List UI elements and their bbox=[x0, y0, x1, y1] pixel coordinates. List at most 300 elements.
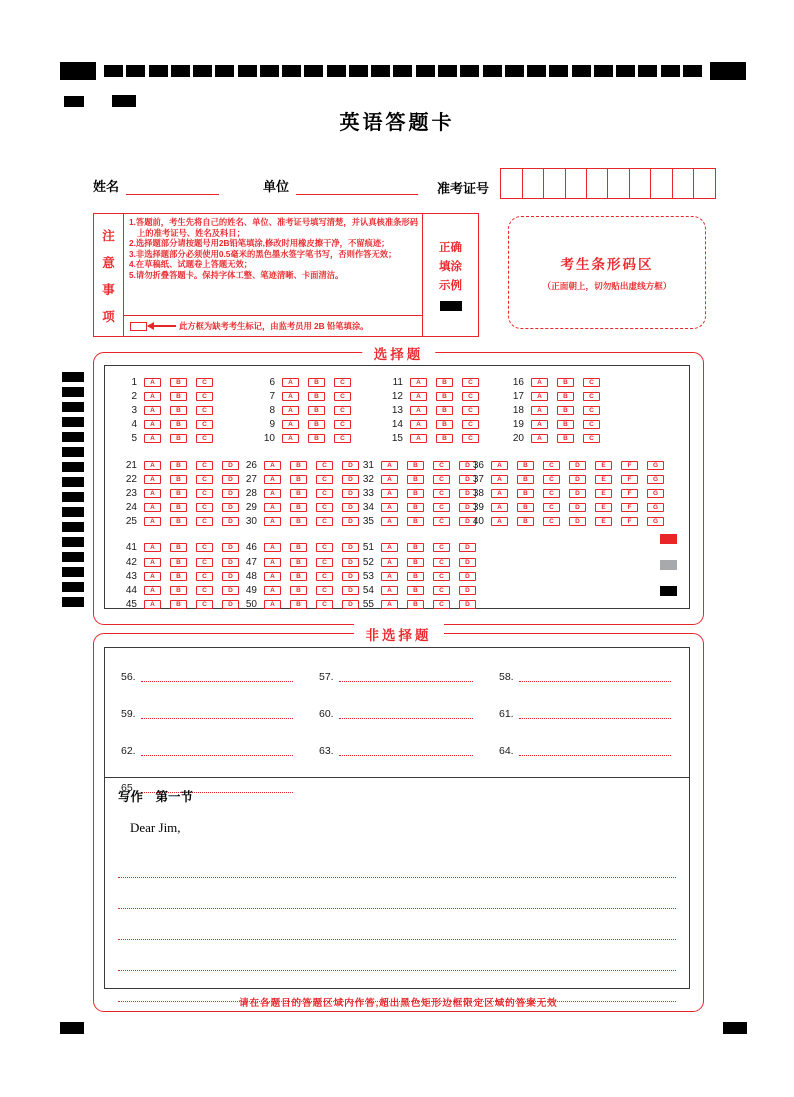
fill-in-answer-line[interactable] bbox=[141, 745, 293, 756]
option-bubble-A[interactable]: A bbox=[410, 392, 427, 401]
option-bubble-B[interactable]: B bbox=[517, 461, 534, 470]
option-bubble-C[interactable]: C bbox=[316, 586, 333, 595]
option-bubble-B[interactable]: B bbox=[436, 378, 453, 387]
question-cell bbox=[356, 516, 470, 528]
option-bubble-C[interactable]: C bbox=[583, 406, 600, 415]
option-bubble-B[interactable]: B bbox=[290, 558, 307, 567]
option-bubble-C[interactable]: C bbox=[543, 475, 560, 484]
option-bubble-C[interactable]: C bbox=[196, 420, 213, 429]
option-bubble-C[interactable]: C bbox=[316, 600, 333, 609]
option-bubble-C[interactable]: C bbox=[196, 517, 213, 526]
option-bubble-A[interactable]: A bbox=[491, 489, 508, 498]
question-cell bbox=[257, 405, 385, 416]
question-cell bbox=[119, 557, 239, 568]
fill-in-answer-line[interactable] bbox=[339, 708, 473, 719]
option-bubble-A[interactable]: A bbox=[264, 543, 281, 552]
option-bubble-B[interactable]: B bbox=[170, 475, 187, 484]
option-bubble-A[interactable]: A bbox=[381, 572, 398, 581]
option-bubble-A[interactable]: A bbox=[264, 475, 281, 484]
option-bubble-D[interactable]: D bbox=[342, 600, 359, 609]
option-bubble-G[interactable]: G bbox=[647, 475, 664, 484]
option-bubble-D[interactable]: D bbox=[222, 572, 239, 581]
option-bubble-B[interactable]: B bbox=[557, 378, 574, 387]
question-number: 28 bbox=[245, 487, 257, 499]
option-bubble-D[interactable]: D bbox=[342, 572, 359, 581]
option-bubble-D[interactable]: D bbox=[222, 461, 239, 470]
option-bubble-D[interactable]: D bbox=[342, 586, 359, 595]
option-bubble-C[interactable]: C bbox=[583, 378, 600, 387]
question-cell bbox=[466, 516, 673, 527]
option-bubble-C[interactable]: C bbox=[433, 517, 450, 526]
question-number: 48 bbox=[245, 570, 257, 582]
option-bubble-B[interactable]: B bbox=[407, 517, 424, 526]
question-number: 13 bbox=[391, 404, 403, 416]
question-number: 4 bbox=[131, 419, 137, 431]
option-bubble-G[interactable]: G bbox=[647, 503, 664, 512]
option-bubble-E[interactable]: E bbox=[595, 475, 612, 484]
option-bubble-A[interactable]: A bbox=[264, 572, 281, 581]
option-bubble-A[interactable]: A bbox=[491, 475, 508, 484]
option-bubble-B[interactable]: B bbox=[170, 420, 187, 429]
option-bubble-A[interactable]: A bbox=[381, 586, 398, 595]
option-bubble-A[interactable]: A bbox=[381, 558, 398, 567]
option-bubble-B[interactable]: B bbox=[290, 586, 307, 595]
option-bubble-C[interactable]: C bbox=[316, 475, 333, 484]
question-cell bbox=[257, 419, 385, 430]
fill-in-item bbox=[121, 745, 319, 757]
option-bubble-F[interactable]: F bbox=[621, 517, 638, 526]
question-cell bbox=[119, 571, 239, 582]
option-bubble-B[interactable]: B bbox=[170, 434, 187, 443]
ticket-digit-box[interactable] bbox=[565, 168, 588, 199]
option-bubble-B[interactable]: B bbox=[407, 475, 424, 484]
option-bubble-A[interactable]: A bbox=[264, 586, 281, 595]
option-bubble-D[interactable]: D bbox=[459, 517, 476, 526]
writing-answer-line[interactable] bbox=[118, 940, 676, 971]
option-bubble-A[interactable]: A bbox=[144, 503, 161, 512]
option-bubble-B[interactable]: B bbox=[170, 600, 187, 609]
fill-in-answer-line[interactable] bbox=[519, 671, 671, 682]
option-bubble-C[interactable]: C bbox=[196, 461, 213, 470]
option-bubble-D[interactable]: D bbox=[222, 558, 239, 567]
option-bubble-F[interactable]: F bbox=[621, 475, 638, 484]
option-bubble-C[interactable]: C bbox=[433, 558, 450, 567]
footer-note: 请在各题目的答题区域内作答,超出黑色矩形边框限定区域的答案无效 bbox=[239, 998, 558, 1009]
option-bubble-C[interactable]: C bbox=[543, 503, 560, 512]
option-bubble-C[interactable]: C bbox=[334, 420, 351, 429]
option-bubble-B[interactable]: B bbox=[290, 489, 307, 498]
option-bubble-F[interactable]: F bbox=[621, 461, 638, 470]
name-input-line[interactable] bbox=[126, 180, 219, 195]
option-bubble-C[interactable]: C bbox=[433, 543, 450, 552]
option-bubble-A[interactable]: A bbox=[491, 461, 508, 470]
option-bubble-B[interactable]: B bbox=[517, 475, 534, 484]
option-bubble-D[interactable]: D bbox=[459, 475, 476, 484]
option-bubble-B[interactable]: B bbox=[407, 543, 424, 552]
option-bubble-B[interactable]: B bbox=[517, 517, 534, 526]
question-cell bbox=[356, 585, 470, 597]
option-bubble-C[interactable]: C bbox=[462, 434, 479, 443]
option-bubble-D[interactable]: D bbox=[342, 489, 359, 498]
question-cell bbox=[119, 542, 239, 553]
fill-in-item bbox=[319, 671, 499, 683]
question-cell bbox=[466, 502, 673, 513]
option-bubble-B[interactable]: B bbox=[407, 461, 424, 470]
timing-dash bbox=[594, 65, 613, 77]
calibration-mark bbox=[660, 560, 677, 570]
timing-dash bbox=[438, 65, 457, 77]
option-bubble-C[interactable]: C bbox=[316, 517, 333, 526]
option-bubble-D[interactable]: D bbox=[459, 558, 476, 567]
option-bubble-D[interactable]: D bbox=[342, 475, 359, 484]
option-bubble-D[interactable]: D bbox=[342, 558, 359, 567]
option-bubble-C[interactable]: C bbox=[316, 543, 333, 552]
option-bubble-B[interactable]: B bbox=[170, 392, 187, 401]
option-bubble-A[interactable]: A bbox=[144, 434, 161, 443]
option-bubble-B[interactable]: B bbox=[557, 434, 574, 443]
question-number: 30 bbox=[245, 516, 257, 528]
option-bubble-B[interactable]: B bbox=[308, 434, 325, 443]
option-bubble-B[interactable]: B bbox=[170, 572, 187, 581]
option-bubble-D[interactable]: D bbox=[222, 475, 239, 484]
option-bubble-B[interactable]: B bbox=[290, 475, 307, 484]
choice-row bbox=[119, 598, 689, 612]
non-choice-section bbox=[93, 628, 704, 1012]
option-bubble-C[interactable]: C bbox=[433, 461, 450, 470]
option-bubble-D[interactable]: D bbox=[222, 489, 239, 498]
option-bubble-A[interactable]: A bbox=[144, 475, 161, 484]
option-bubble-D[interactable]: D bbox=[459, 600, 476, 609]
option-bubble-E[interactable]: E bbox=[595, 489, 612, 498]
option-bubble-C[interactable]: C bbox=[334, 434, 351, 443]
option-bubble-F[interactable]: F bbox=[621, 489, 638, 498]
option-bubble-D[interactable]: D bbox=[342, 461, 359, 470]
option-bubble-C[interactable]: C bbox=[196, 558, 213, 567]
option-bubble-A[interactable]: A bbox=[381, 543, 398, 552]
timing-dash bbox=[527, 65, 546, 77]
option-bubble-A[interactable]: A bbox=[264, 489, 281, 498]
option-bubble-C[interactable]: C bbox=[196, 434, 213, 443]
ticket-digit-box[interactable] bbox=[672, 168, 695, 199]
fill-example-panel bbox=[422, 214, 478, 336]
fill-in-number: 59. bbox=[121, 707, 136, 720]
option-bubble-G[interactable]: G bbox=[647, 489, 664, 498]
option-bubble-A[interactable]: A bbox=[282, 392, 299, 401]
option-bubble-A[interactable]: A bbox=[531, 378, 548, 387]
option-bubble-C[interactable]: C bbox=[583, 420, 600, 429]
question-number: 21 bbox=[125, 459, 137, 471]
option-bubble-D[interactable]: D bbox=[459, 572, 476, 581]
option-bubble-A[interactable]: A bbox=[282, 406, 299, 415]
ticket-digit-box[interactable] bbox=[500, 168, 523, 199]
option-bubble-B[interactable]: B bbox=[407, 489, 424, 498]
left-timing-column bbox=[62, 372, 84, 607]
option-bubble-B[interactable]: B bbox=[308, 378, 325, 387]
option-bubble-B[interactable]: B bbox=[407, 572, 424, 581]
option-bubble-A[interactable]: A bbox=[491, 503, 508, 512]
option-bubble-A[interactable]: A bbox=[264, 517, 281, 526]
option-bubble-A[interactable]: A bbox=[410, 406, 427, 415]
option-bubble-C[interactable]: C bbox=[334, 392, 351, 401]
option-bubble-A[interactable]: A bbox=[144, 489, 161, 498]
option-bubble-D[interactable]: D bbox=[569, 489, 586, 498]
ticket-digit-box[interactable] bbox=[629, 168, 652, 199]
option-bubble-D[interactable]: D bbox=[459, 489, 476, 498]
option-bubble-C[interactable]: C bbox=[196, 489, 213, 498]
option-bubble-B[interactable]: B bbox=[170, 543, 187, 552]
option-bubble-B[interactable]: B bbox=[290, 572, 307, 581]
option-bubble-D[interactable]: D bbox=[459, 503, 476, 512]
option-bubble-B[interactable]: B bbox=[517, 489, 534, 498]
option-bubble-C[interactable]: C bbox=[433, 475, 450, 484]
option-bubble-B[interactable]: B bbox=[290, 503, 307, 512]
option-bubble-A[interactable]: A bbox=[282, 420, 299, 429]
option-bubble-B[interactable]: B bbox=[517, 503, 534, 512]
notice-body bbox=[124, 214, 422, 336]
question-cell bbox=[506, 377, 609, 388]
ticket-digit-box[interactable] bbox=[607, 168, 630, 199]
option-bubble-A[interactable]: A bbox=[144, 420, 161, 429]
option-bubble-A[interactable]: A bbox=[410, 378, 427, 387]
notice-char: 事 bbox=[102, 282, 115, 297]
option-bubble-D[interactable]: D bbox=[569, 475, 586, 484]
ticket-digit-box[interactable] bbox=[586, 168, 609, 199]
option-bubble-E[interactable]: E bbox=[595, 517, 612, 526]
option-bubble-A[interactable]: A bbox=[410, 434, 427, 443]
timing-dash bbox=[215, 65, 234, 77]
question-cell bbox=[257, 433, 385, 444]
fill-in-answer-line[interactable] bbox=[339, 745, 473, 756]
timing-dash bbox=[549, 65, 568, 77]
option-bubble-D[interactable]: D bbox=[569, 461, 586, 470]
option-bubble-A[interactable]: A bbox=[264, 600, 281, 609]
option-bubble-A[interactable]: A bbox=[144, 406, 161, 415]
option-bubble-B[interactable]: B bbox=[557, 392, 574, 401]
option-bubble-C[interactable]: C bbox=[316, 503, 333, 512]
option-bubble-D[interactable]: D bbox=[569, 517, 586, 526]
option-bubble-C[interactable]: C bbox=[196, 475, 213, 484]
option-bubble-B[interactable]: B bbox=[290, 517, 307, 526]
ticket-digit-box[interactable] bbox=[650, 168, 673, 199]
option-bubble-C[interactable]: C bbox=[583, 434, 600, 443]
fill-in-number: 58. bbox=[499, 670, 514, 683]
option-bubble-B[interactable]: B bbox=[290, 461, 307, 470]
option-bubble-A[interactable]: A bbox=[144, 572, 161, 581]
option-bubble-B[interactable]: B bbox=[436, 434, 453, 443]
option-bubble-A[interactable]: A bbox=[381, 503, 398, 512]
option-bubble-B[interactable]: B bbox=[170, 489, 187, 498]
option-bubble-C[interactable]: C bbox=[543, 517, 560, 526]
option-bubble-C[interactable]: C bbox=[196, 586, 213, 595]
option-bubble-B[interactable]: B bbox=[308, 392, 325, 401]
notice-item: 2.选择题部分请按题号用2B铅笔填涂,修改时用橡皮擦干净，不留痕迹； bbox=[129, 238, 390, 249]
writing-answer-line[interactable] bbox=[118, 878, 676, 909]
option-bubble-C[interactable]: C bbox=[196, 406, 213, 415]
option-bubble-C[interactable]: C bbox=[462, 392, 479, 401]
option-bubble-A[interactable]: A bbox=[410, 420, 427, 429]
option-bubble-D[interactable]: D bbox=[459, 543, 476, 552]
option-bubble-B[interactable]: B bbox=[170, 517, 187, 526]
writing-answer-line[interactable] bbox=[118, 909, 676, 940]
option-bubble-C[interactable]: C bbox=[196, 572, 213, 581]
option-bubble-C[interactable]: C bbox=[196, 503, 213, 512]
question-cell bbox=[385, 377, 506, 388]
option-bubble-C[interactable]: C bbox=[543, 489, 560, 498]
option-bubble-C[interactable]: C bbox=[433, 600, 450, 609]
option-bubble-C[interactable]: C bbox=[316, 489, 333, 498]
fill-in-number: 63. bbox=[319, 744, 334, 757]
fill-in-answer-line[interactable] bbox=[141, 671, 293, 682]
question-cell bbox=[506, 391, 609, 402]
fill-in-answer-line[interactable] bbox=[339, 671, 473, 682]
option-bubble-C[interactable]: C bbox=[433, 586, 450, 595]
option-bubble-B[interactable]: B bbox=[170, 503, 187, 512]
option-bubble-B[interactable]: B bbox=[436, 420, 453, 429]
option-bubble-C[interactable]: C bbox=[462, 406, 479, 415]
notice-item: 3.非选择题部分必须使用0.5毫米的黑色墨水签字笔书写，否则作答无效； bbox=[129, 248, 397, 259]
option-bubble-A[interactable]: A bbox=[144, 392, 161, 401]
option-bubble-C[interactable]: C bbox=[334, 378, 351, 387]
option-bubble-E[interactable]: E bbox=[595, 503, 612, 512]
option-bubble-B[interactable]: B bbox=[170, 406, 187, 415]
option-bubble-B[interactable]: B bbox=[557, 406, 574, 415]
option-bubble-A[interactable]: A bbox=[144, 517, 161, 526]
option-bubble-C[interactable]: C bbox=[316, 461, 333, 470]
unit-input-line[interactable] bbox=[296, 180, 418, 195]
question-number: 20 bbox=[512, 433, 524, 445]
ticket-digit-box[interactable] bbox=[522, 168, 545, 199]
option-bubble-A[interactable]: A bbox=[282, 378, 299, 387]
option-bubble-A[interactable]: A bbox=[144, 461, 161, 470]
option-bubble-B[interactable]: B bbox=[407, 600, 424, 609]
option-bubble-B[interactable]: B bbox=[170, 558, 187, 567]
option-bubble-D[interactable]: D bbox=[342, 543, 359, 552]
option-bubble-C[interactable]: C bbox=[462, 378, 479, 387]
choice-band bbox=[119, 541, 689, 612]
option-bubble-B[interactable]: B bbox=[170, 461, 187, 470]
option-bubble-A[interactable]: A bbox=[381, 600, 398, 609]
option-bubble-C[interactable]: C bbox=[334, 406, 351, 415]
question-number: 53 bbox=[362, 570, 374, 582]
option-bubble-D[interactable]: D bbox=[222, 503, 239, 512]
option-bubble-D[interactable]: D bbox=[342, 503, 359, 512]
question-number: 40 bbox=[472, 516, 484, 528]
option-bubble-D[interactable]: D bbox=[222, 517, 239, 526]
option-bubble-B[interactable]: B bbox=[290, 543, 307, 552]
ticket-digit-box[interactable] bbox=[693, 168, 716, 199]
ticket-digit-box[interactable] bbox=[543, 168, 566, 199]
option-bubble-F[interactable]: F bbox=[621, 503, 638, 512]
option-bubble-A[interactable]: A bbox=[381, 475, 398, 484]
question-cell bbox=[466, 474, 673, 485]
option-bubble-A[interactable]: A bbox=[144, 586, 161, 595]
question-number: 42 bbox=[125, 556, 137, 568]
option-bubble-B[interactable]: B bbox=[308, 420, 325, 429]
option-bubble-A[interactable]: A bbox=[282, 434, 299, 443]
option-bubble-D[interactable]: D bbox=[459, 461, 476, 470]
option-bubble-C[interactable]: C bbox=[433, 572, 450, 581]
option-bubble-G[interactable]: G bbox=[647, 461, 664, 470]
option-bubble-A[interactable]: A bbox=[144, 600, 161, 609]
top-timing-strip bbox=[60, 62, 746, 80]
option-bubble-C[interactable]: C bbox=[583, 392, 600, 401]
option-bubble-D[interactable]: D bbox=[222, 543, 239, 552]
option-bubble-A[interactable]: A bbox=[531, 392, 548, 401]
option-bubble-B[interactable]: B bbox=[436, 406, 453, 415]
question-number: 29 bbox=[245, 502, 257, 514]
option-bubble-A[interactable]: A bbox=[264, 461, 281, 470]
question-number: 10 bbox=[263, 433, 275, 445]
option-bubble-B[interactable]: B bbox=[290, 600, 307, 609]
option-bubble-B[interactable]: B bbox=[407, 586, 424, 595]
option-bubble-A[interactable]: A bbox=[531, 406, 548, 415]
option-bubble-A[interactable]: A bbox=[531, 434, 548, 443]
option-bubble-A[interactable]: A bbox=[531, 420, 548, 429]
option-bubble-C[interactable]: C bbox=[196, 392, 213, 401]
option-bubble-B[interactable]: B bbox=[557, 420, 574, 429]
option-bubble-C[interactable]: C bbox=[433, 489, 450, 498]
left-arrow-icon bbox=[148, 325, 176, 326]
fill-in-answer-line[interactable] bbox=[141, 708, 293, 719]
option-bubble-G[interactable]: G bbox=[647, 517, 664, 526]
option-bubble-A[interactable]: A bbox=[381, 461, 398, 470]
option-bubble-E[interactable]: E bbox=[595, 461, 612, 470]
option-bubble-B[interactable]: B bbox=[170, 378, 187, 387]
option-bubble-D[interactable]: D bbox=[222, 600, 239, 609]
option-bubble-A[interactable]: A bbox=[144, 558, 161, 567]
option-bubble-D[interactable]: D bbox=[222, 586, 239, 595]
option-bubble-C[interactable]: C bbox=[462, 420, 479, 429]
option-bubble-C[interactable]: C bbox=[316, 572, 333, 581]
option-bubble-B[interactable]: B bbox=[308, 406, 325, 415]
absent-marker-box[interactable] bbox=[130, 322, 147, 331]
fill-in-answer-line[interactable] bbox=[519, 745, 671, 756]
option-bubble-D[interactable]: D bbox=[342, 517, 359, 526]
timing-mark bbox=[62, 537, 84, 547]
option-bubble-C[interactable]: C bbox=[196, 600, 213, 609]
option-bubble-A[interactable]: A bbox=[264, 558, 281, 567]
question-number: 25 bbox=[125, 516, 137, 528]
page-title: 英语答题卡 bbox=[339, 112, 455, 134]
writing-answer-line[interactable] bbox=[118, 847, 676, 878]
option-bubble-C[interactable]: C bbox=[543, 461, 560, 470]
option-bubble-A[interactable]: A bbox=[381, 489, 398, 498]
option-bubble-A[interactable]: A bbox=[144, 378, 161, 387]
option-bubble-A[interactable]: A bbox=[381, 517, 398, 526]
option-bubble-B[interactable]: B bbox=[407, 503, 424, 512]
option-bubble-D[interactable]: D bbox=[459, 586, 476, 595]
option-bubble-B[interactable]: B bbox=[407, 558, 424, 567]
fill-in-answer-line[interactable] bbox=[519, 708, 671, 719]
question-number: 36 bbox=[472, 459, 484, 471]
question-cell bbox=[239, 599, 356, 610]
option-bubble-C[interactable]: C bbox=[196, 378, 213, 387]
question-number: 14 bbox=[391, 419, 403, 431]
option-bubble-C[interactable]: C bbox=[196, 543, 213, 552]
timing-dash bbox=[304, 65, 323, 77]
option-bubble-A[interactable]: A bbox=[264, 503, 281, 512]
option-bubble-B[interactable]: B bbox=[436, 392, 453, 401]
option-bubble-A[interactable]: A bbox=[491, 517, 508, 526]
writing-title: 写作 第一节 bbox=[118, 790, 194, 804]
option-bubble-A[interactable]: A bbox=[144, 543, 161, 552]
notice-item: 4.在草稿纸、试题卷上答题无效； bbox=[129, 259, 253, 270]
option-bubble-C[interactable]: C bbox=[316, 558, 333, 567]
option-bubble-D[interactable]: D bbox=[569, 503, 586, 512]
option-bubble-C[interactable]: C bbox=[433, 503, 450, 512]
option-bubble-B[interactable]: B bbox=[170, 586, 187, 595]
question-number: 11 bbox=[392, 376, 403, 388]
